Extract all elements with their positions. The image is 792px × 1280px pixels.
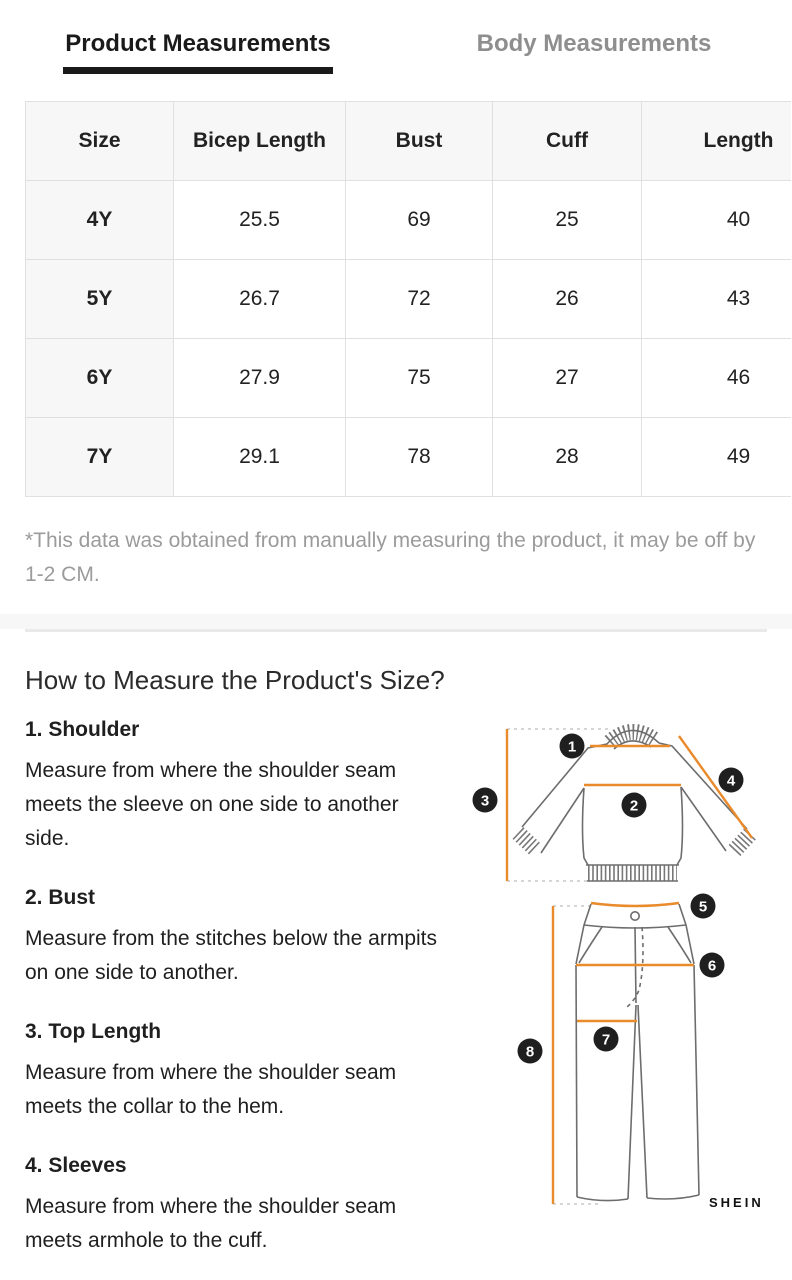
- step-shoulder-label: 1. Shoulder: [25, 718, 140, 741]
- badge-2: [622, 793, 647, 818]
- measurement-cell: 29.1: [174, 418, 346, 497]
- badge-6: [700, 953, 725, 978]
- body-left-edge: [583, 788, 589, 865]
- measurement-cell: 40: [642, 181, 792, 260]
- how-to-measure-title: How to Measure the Product's Size?: [25, 665, 445, 695]
- measurement-cell: 75: [346, 339, 493, 418]
- tab-body-measurements-label: Body Measurements: [476, 30, 712, 57]
- size-table-scroll-area[interactable]: [25, 101, 791, 497]
- right-inseam: [638, 1005, 647, 1198]
- size-cell: 5Y: [26, 260, 174, 339]
- left-inseam: [628, 1005, 636, 1199]
- left-outseam: [576, 965, 577, 1197]
- waist-button: [631, 912, 639, 920]
- measurement-cell: 26: [493, 260, 642, 339]
- brand-logo-text: SHEIN: [709, 1195, 764, 1210]
- step-bust-description: Measure from the stitches below the armpits on one side to another.: [25, 927, 438, 984]
- badge-4-number: 4: [726, 772, 736, 790]
- left-hem: [577, 1197, 628, 1201]
- badge-7: [594, 1027, 619, 1052]
- measurement-cell: 46: [642, 339, 792, 418]
- measurement-cell: 43: [642, 260, 792, 339]
- measurement-cell: 25.5: [174, 181, 346, 260]
- measurement-cell: 78: [346, 418, 493, 497]
- step-bust-label: 2. Bust: [25, 886, 96, 909]
- section-divider-line: [25, 629, 767, 632]
- badge-5: [691, 894, 716, 919]
- badge-3-number: 3: [480, 792, 490, 810]
- waistband-left-edge: [584, 904, 591, 925]
- badge-2-number: 2: [629, 797, 639, 815]
- measurement-cell: 69: [346, 181, 493, 260]
- badge-1: [560, 734, 585, 759]
- size-table-row: [26, 260, 792, 339]
- size-table-header-cell: Length: [642, 102, 792, 181]
- tab-body-measurements[interactable]: [396, 30, 792, 74]
- left-cuff-ribbing: [518, 833, 535, 849]
- size-cell: 7Y: [26, 418, 174, 497]
- body-right-edge: [677, 787, 683, 865]
- size-table: [25, 101, 791, 497]
- step-top-length-description: Measure from where the shoulder seam meets the collar to the hem.: [25, 1061, 397, 1118]
- size-table-header-cell: Bicep Length: [174, 102, 346, 181]
- size-cell: 4Y: [26, 181, 174, 260]
- badge-1-number: 1: [567, 738, 577, 756]
- right-outseam: [694, 965, 699, 1195]
- step-top-length-label: 3. Top Length: [25, 1020, 162, 1043]
- measure-steps: [25, 712, 460, 1258]
- step-shoulder-description: Measure from where the shoulder seam meets the sleeve on one side to another side.: [25, 759, 399, 850]
- waist-measure-line: [591, 903, 679, 906]
- measurement-figure: [460, 710, 792, 1258]
- size-table-head-row: [26, 102, 792, 181]
- section-divider: [0, 614, 792, 629]
- right-hem: [647, 1195, 699, 1199]
- size-table-row: [26, 339, 792, 418]
- size-table-row: [26, 181, 792, 260]
- tab-product-measurements[interactable]: [0, 30, 396, 74]
- badge-6-number: 6: [707, 957, 717, 975]
- measurement-cell: 49: [642, 418, 792, 497]
- right-sleeve-inner: [681, 787, 726, 851]
- right-cuff-ribbing: [734, 834, 750, 851]
- badge-8-number: 8: [525, 1043, 535, 1061]
- step-sleeves-label: 4. Sleeves: [25, 1154, 127, 1177]
- measurement-cell: 25: [493, 181, 642, 260]
- badge-5-number: 5: [698, 898, 708, 916]
- size-cell: 6Y: [26, 339, 174, 418]
- size-table-header-cell: Cuff: [493, 102, 642, 181]
- size-table-header-cell: Bust: [346, 102, 493, 181]
- waistband-right-edge: [679, 904, 686, 925]
- measurement-diagram-svg: [460, 710, 792, 1215]
- badge-3: [473, 788, 498, 813]
- pants-diagram: [553, 903, 699, 1204]
- badge-8: [518, 1039, 543, 1064]
- measurement-cell: 28: [493, 418, 642, 497]
- how-to-measure-section: [0, 696, 792, 1258]
- measurement-disclaimer: *This data was obtained from manually measuring the product, it may be off by 1-2 CM.: [25, 529, 756, 586]
- size-table-header-cell: Size: [26, 102, 174, 181]
- step-sleeves-description: Measure from where the shoulder seam meets armhole to the cuff.: [25, 1195, 397, 1252]
- measurement-cell: 27.9: [174, 339, 346, 418]
- badge-7-number: 7: [601, 1031, 611, 1049]
- measurement-cell: 26.7: [174, 260, 346, 339]
- measurement-cell: 27: [493, 339, 642, 418]
- measurement-cell: 72: [346, 260, 493, 339]
- tab-product-measurements-label: Product Measurements: [63, 30, 332, 74]
- size-table-row: [26, 418, 792, 497]
- badge-4: [719, 768, 744, 793]
- measurement-tabs: [0, 0, 792, 74]
- size-table-body: [26, 181, 792, 497]
